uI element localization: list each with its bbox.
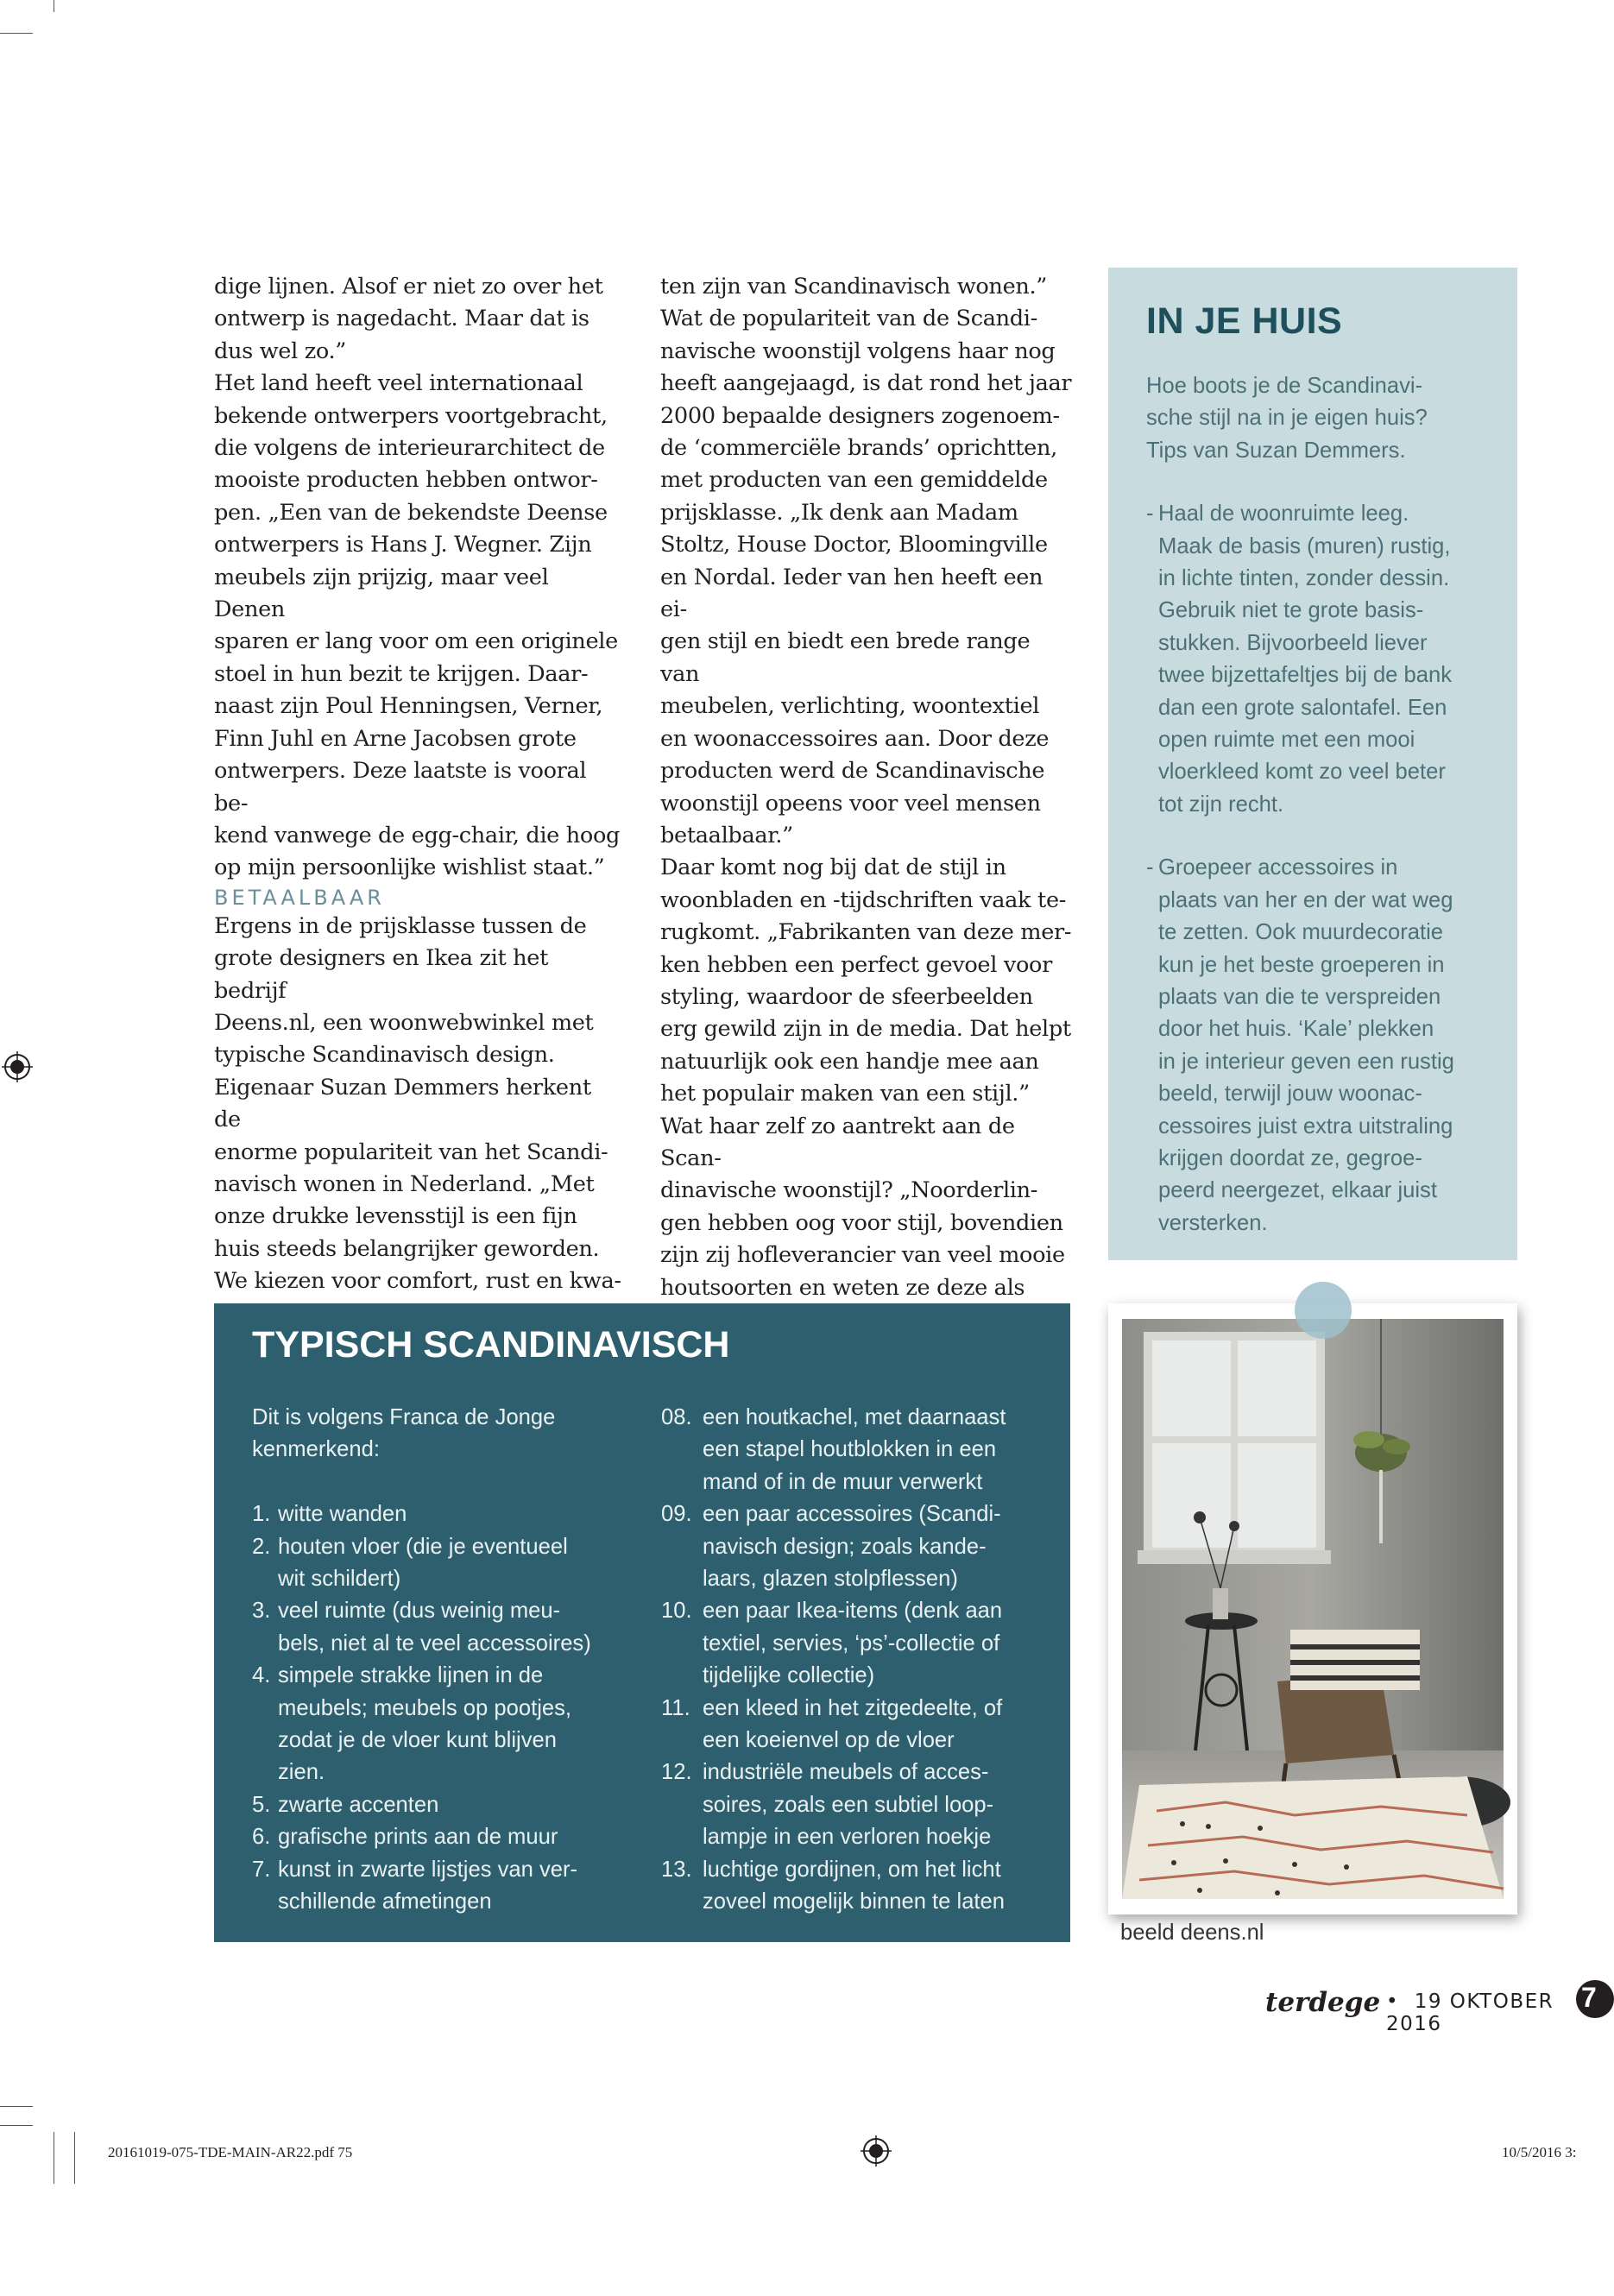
sidebar-tip-1 [1146,498,1500,821]
registration-mark-icon [2,1051,33,1082]
list-item-text [703,1402,1050,1498]
list-item [661,1402,1050,1498]
list-item [252,1821,615,1853]
body-line: typische Scandinavisch design. [214,1042,555,1069]
body-line: op mijn persoonlijke wishlist staat.” [214,855,605,881]
body-line: Wat haar zelf zo aantrekt aan de Scan- [660,1113,1015,1171]
list-item-line: soires, zoals een subtiel loop- [703,1792,994,1817]
body-line: het populair maken van een stijl.” [660,1081,1030,1107]
issue-date [1386,1990,1592,2035]
article-column-1 [214,271,624,1330]
subheading-betaalbaar: BETAALBAAR [214,885,385,910]
tip-line: stukken. Bijvoorbeeld liever [1158,630,1428,655]
body-line: onze drukke levensstijl is een fijn [214,1203,577,1230]
list-item-line: een koeienvel op de vloer [703,1728,955,1753]
list-item-line: simpele strakke lijnen in de [278,1663,544,1688]
body-line: grote designers en Ikea zit het bedrijf [214,945,549,1004]
list-item-number: 10. [661,1599,692,1624]
body-line: Finn Juhl en Arne Jacobsen grote [214,725,577,752]
list-item-text [703,1757,1050,1853]
crop-mark [74,2132,75,2184]
tip-line: Haal de woonruimte leeg. [1158,501,1409,527]
body-line: bekende ontwerpers voortgebracht, [214,402,608,429]
crop-mark [0,33,33,34]
tip-line: dan een grote salontafel. Een [1158,695,1447,720]
list-item [252,1789,615,1821]
list-item-line: tijdelijke collectie) [703,1663,875,1688]
body-line: producten werd de Scandinavische [660,758,1045,785]
list-item-line: laars, glazen stolpflessen) [703,1567,958,1592]
typisch-intro-line: kenmerkend: [252,1437,380,1462]
tip-line: plaats van her en der wat weg [1158,887,1453,912]
magazine-logo: terdege [1265,1987,1381,2018]
body-line: pen. „Een van de bekendste Deense [214,499,608,526]
body-line: ken hebben een perfect gevoel voor [660,951,1052,978]
sidebar-intro-line: Tips van Suzan Demmers. [1146,438,1406,463]
list-item-number: 12. [661,1760,692,1785]
body-line: Daar komt nog bij dat de stijl in [660,855,1006,881]
list-item-line: witte wanden [278,1502,407,1527]
body-line: en woonaccessoires aan. Door deze [660,725,1050,752]
list-item-line: luchtige gordijnen, om het licht [703,1857,1001,1882]
list-item-text [278,1821,615,1853]
list-item-text [703,1595,1050,1692]
list-item-line: zodat je de vloer kunt blijven [278,1728,557,1753]
list-item-line: meubels; meubels op pootjes, [278,1695,572,1720]
body-line: sparen er lang voor om een originele [214,628,618,655]
list-item [252,1595,615,1660]
body-line: ontwerp is nagedacht. Maar dat is [214,306,589,332]
list-item-text [703,1498,1050,1595]
body-line: mooiste producten hebben ontwor- [214,467,598,494]
body-line: gen stijl en biedt een brede range van [660,628,1031,687]
tip-line: beeld, terwijl jouw woonac- [1158,1082,1422,1107]
tip-line: versterken. [1158,1210,1268,1235]
body-line: kend vanwege de egg-chair, die hoog [214,822,621,848]
body-line: ontwerpers. Deze laatste is vooral be- [214,758,587,817]
list-item-line: navisch design; zoals kande- [703,1534,987,1559]
list-item-line: een paar Ikea-items (denk aan [703,1599,1003,1624]
list-item-line: zien. [278,1760,325,1785]
body-line: huis steeds belangrijker geworden. [214,1235,600,1262]
list-item [661,1693,1050,1757]
list-item-line: houten vloer (die je eventueel [278,1534,568,1559]
body-line: ten zijn van Scandinavisch wonen.” [660,274,1048,300]
article-column-2 [660,271,1075,1336]
body-line: styling, waardoor de sfeerbeelden [660,983,1033,1010]
sidebar-title: IN JE HUIS [1146,300,1343,342]
list-item-line: lampje in een verloren hoekje [703,1825,992,1850]
list-item-text [703,1854,1050,1919]
tip-line: vloerkleed komt zo veel beter [1158,760,1446,785]
interior-photo [1122,1319,1504,1899]
tip-line: krijgen doordat ze, gegroe- [1158,1145,1422,1170]
typisch-intro-line: Dit is volgens Franca de Jonge [252,1405,556,1429]
crop-mark [0,2125,33,2126]
list-item-line: grafische prints aan de muur [278,1825,558,1850]
list-item-number: 11. [661,1695,690,1720]
list-item [661,1595,1050,1692]
tip-text [1146,498,1500,821]
list-item-number: 3. [252,1599,271,1624]
list-item [661,1757,1050,1853]
tip-line: Groepeer accessoires in [1158,855,1398,880]
list-item-number: 08. [661,1405,692,1429]
registration-mark-icon [861,2135,892,2167]
list-item-line: zoveel mogelijk binnen te laten [703,1889,1006,1914]
body-line: Eigenaar Suzan Demmers herkent de [214,1074,591,1133]
body-line: dinavische woonstijl? „Noorderlin- [660,1177,1038,1204]
tip-line: Gebruik niet te grote basis- [1158,598,1424,623]
list-item-line: textiel, servies, ‘ps’-collectie of [703,1631,1000,1656]
tip-text [1146,852,1500,1239]
print-slug-timestamp: 10/5/2016 3: [1502,2144,1577,2160]
list-item-text [278,1595,615,1660]
body-line: naast zijn Poul Henningsen, Verner, [214,693,603,720]
list-item-line: zwarte accenten [278,1792,439,1817]
list-item [252,1531,615,1596]
list-item-number: 5. [252,1792,271,1817]
list-item-number: 13. [661,1857,692,1882]
tip-line: kun je het beste groeperen in [1158,952,1445,977]
tip-line: peerd neergezet, elkaar juist [1158,1178,1437,1203]
list-item-text [278,1498,615,1530]
body-line: enorme populariteit van het Scandi- [214,1139,608,1165]
tip-line: twee bijzettafeltjes bij de bank [1158,663,1453,688]
tip-dash: - [1146,501,1154,527]
body-line: dige lijnen. Alsof er niet zo over het [214,274,603,300]
typisch-intro [252,1402,615,1467]
list-item-line: bels, niet al te veel accessoires) [278,1631,591,1656]
list-item-line: veel ruimte (dus weinig meu- [278,1599,561,1624]
body-line: ontwerpers is Hans J. Wegner. Zijn [214,532,592,558]
typisch-list-left [252,1402,615,1918]
tip-line: door het huis. ‘Kale’ plekken [1158,1017,1434,1042]
body-line: natuurlijk ook een handje mee aan [660,1048,1039,1075]
in-je-huis-sidebar [1108,268,1517,1260]
body-line: met producten van een gemiddelde [660,467,1048,494]
body-line: die volgens de interieurarchitect de [214,435,605,462]
list-item-number: 09. [661,1502,692,1527]
body-line: houtsoorten en weten ze deze als [660,1274,1025,1301]
body-line: betaalbaar.” [660,822,793,848]
body-line: dus wel zo.” [214,337,346,364]
tip-line: cessoires juist extra uitstraling [1158,1113,1453,1139]
body-line: We kiezen voor comfort, rust en kwa- [214,1268,621,1295]
list-item-text [278,1660,615,1789]
list-item-number: 6. [252,1825,271,1850]
body-line: prijsklasse. „Ik denk aan Madam [660,499,1018,526]
page-number: 7 [1581,1982,1597,2013]
crop-mark [0,2106,33,2107]
tip-dash: - [1146,855,1154,880]
body-line: Het land heeft veel internationaal [214,370,583,397]
tip-line: Maak de basis (muren) rustig, [1158,533,1451,558]
list-item-number: 4. [252,1663,271,1688]
body-line: Ergens in de prijsklasse tussen de [214,912,587,939]
list-item-line: wit schildert) [278,1567,401,1592]
list-item-line: een kleed in het zitgedeelte, of [703,1695,1003,1720]
list-item-line: een stapel houtblokken in een [703,1437,997,1462]
body-line: stoel in hun bezit te krijgen. Daar- [214,660,589,687]
list-item-text [278,1531,615,1596]
list-item-text [278,1789,615,1821]
body-line: en Nordal. Ieder van hen heeft een ei- [660,564,1043,623]
list-item-line: kunst in zwarte lijstjes van ver- [278,1857,578,1882]
photo-caption: beeld deens.nl [1120,1921,1264,1945]
list-item [252,1854,615,1919]
list-item-number: 2. [252,1534,271,1559]
body-line: Stoltz, House Doctor, Bloomingville [660,532,1048,558]
issue-date-text: 19 OKTOBER 2016 [1386,1990,1554,2035]
typisch-list-right [661,1402,1050,1919]
sidebar-intro [1146,370,1474,467]
footer-separator: • [1386,1990,1400,2013]
body-line: erg gewild zijn in de media. Dat helpt [660,1016,1071,1043]
body-line: rugkomt. „Fabrikanten van deze mer- [660,919,1072,946]
decorative-circle [1295,1282,1352,1339]
sidebar-tip-2 [1146,852,1500,1239]
list-item-text [703,1693,1050,1757]
body-line: heeft aangejaagd, is dat rond het jaar [660,370,1072,397]
body-line: de ‘commerciële brands’ oprichtten, [660,435,1057,462]
body-line: Wat de populariteit van de Scandi- [660,306,1037,332]
list-item-number: 1. [252,1502,271,1527]
list-item [661,1854,1050,1919]
list-item-line: een paar accessoires (Scandi- [703,1502,1001,1527]
list-item-line: schillende afmetingen [278,1889,492,1914]
list-item-text [278,1854,615,1919]
sidebar-intro-line: Hoe boots je de Scandinavi- [1146,374,1423,398]
body-line: zijn zij hofleverancier van veel mooie [660,1242,1065,1269]
body-line: meubelen, verlichting, woontextiel [660,693,1040,720]
list-item-line: een houtkachel, met daarnaast [703,1405,1006,1429]
tip-line: tot zijn recht. [1158,792,1284,817]
body-line: woonstijl opeens voor veel mensen [660,790,1041,817]
tip-line: in je interieur geven een rustig [1158,1049,1454,1074]
tip-line: open ruimte met een mooi [1158,728,1415,753]
list-item [252,1660,615,1789]
tip-line: te zetten. Ook muurdecoratie [1158,920,1444,945]
body-line: navisch wonen in Nederland. „Met [214,1170,595,1197]
typisch-scandinavisch-box [214,1303,1070,1942]
list-item-line: industriële meubels of acces- [703,1760,989,1785]
list-item-number: 7. [252,1857,271,1882]
body-line: 2000 bepaalde designers zogenoem- [660,402,1060,429]
interior-photo-frame [1108,1303,1517,1914]
body-line: Deens.nl, een woonwebwinkel met [214,1009,594,1036]
body-line: woonbladen en -tijdschriften vaak te- [660,886,1067,913]
typisch-title: TYPISCH SCANDINAVISCH [252,1324,730,1366]
list-item-line: mand of in de muur verwerkt [703,1469,983,1494]
tip-line: plaats van die te verspreiden [1158,984,1441,1009]
list-item [252,1498,615,1530]
print-slug-filename: 20161019-075-TDE-MAIN-AR22.pdf 75 [108,2144,353,2160]
body-line: navische woonstijl volgens haar nog [660,337,1056,364]
list-item [661,1498,1050,1595]
sidebar-intro-line: sche stijl na in je eigen huis? [1146,406,1428,431]
tip-line: in lichte tinten, zonder dessin. [1158,566,1450,591]
body-line: gen hebben oog voor stijl, bovendien [660,1209,1063,1236]
body-line: meubels zijn prijzig, maar veel Denen [214,564,549,623]
